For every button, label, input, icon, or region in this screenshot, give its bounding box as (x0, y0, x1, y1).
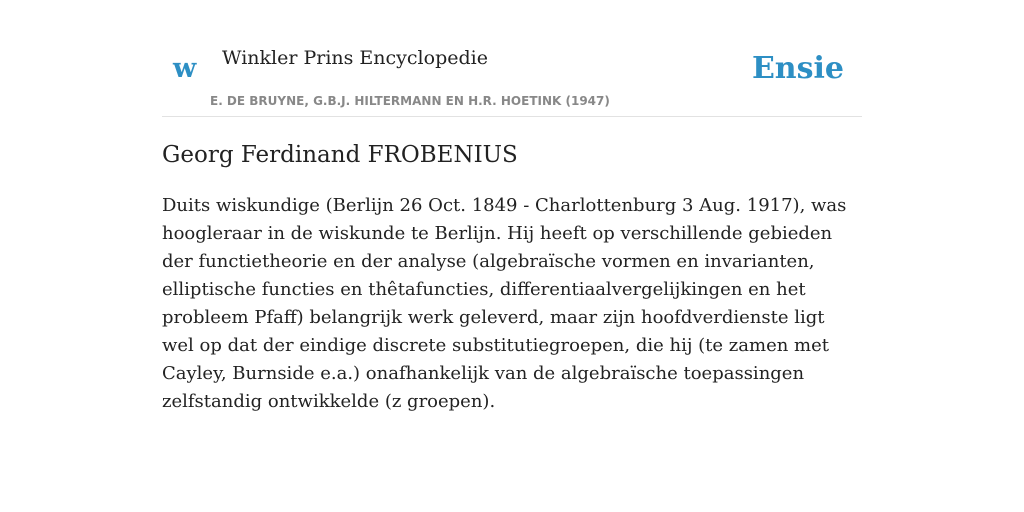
encyclopedia-title[interactable]: Winkler Prins Encyclopedie (222, 47, 488, 69)
article-title: Georg Ferdinand FROBENIUS (162, 142, 518, 168)
encyclopedia-header (162, 30, 862, 117)
ensie-logo-link[interactable]: Ensie (751, 51, 844, 86)
encyclopedia-authors: E. DE BRUYNE, G.B.J. HILTERMANN EN H.R. HOETINK (1947) (210, 94, 610, 108)
encyclopedia-logo[interactable]: w (173, 53, 197, 84)
article-body: Duits wiskundige (Berlijn 26 Oct. 1849 - Charlottenburg 3 Aug. 1917), was hoogleraar in de wiskunde te Berlijn. Hij heeft op verschillende gebieden der functietheorie en der analyse (algebraïsche vormen en invarianten, elliptische functies en thêtafuncties, differentiaalvergelijkingen en het probleem Pfaff) belangrijk werk geleverd, maar zijn hoofdverdienste ligt wel op dat der eindige discrete substitutiegroepen, die hij (te zamen met Cayley, Burnside e.a.) onafhankelijk van de algebraïsche toepassingen zelfstandig ontwikkelde (z groepen). (162, 195, 847, 412)
